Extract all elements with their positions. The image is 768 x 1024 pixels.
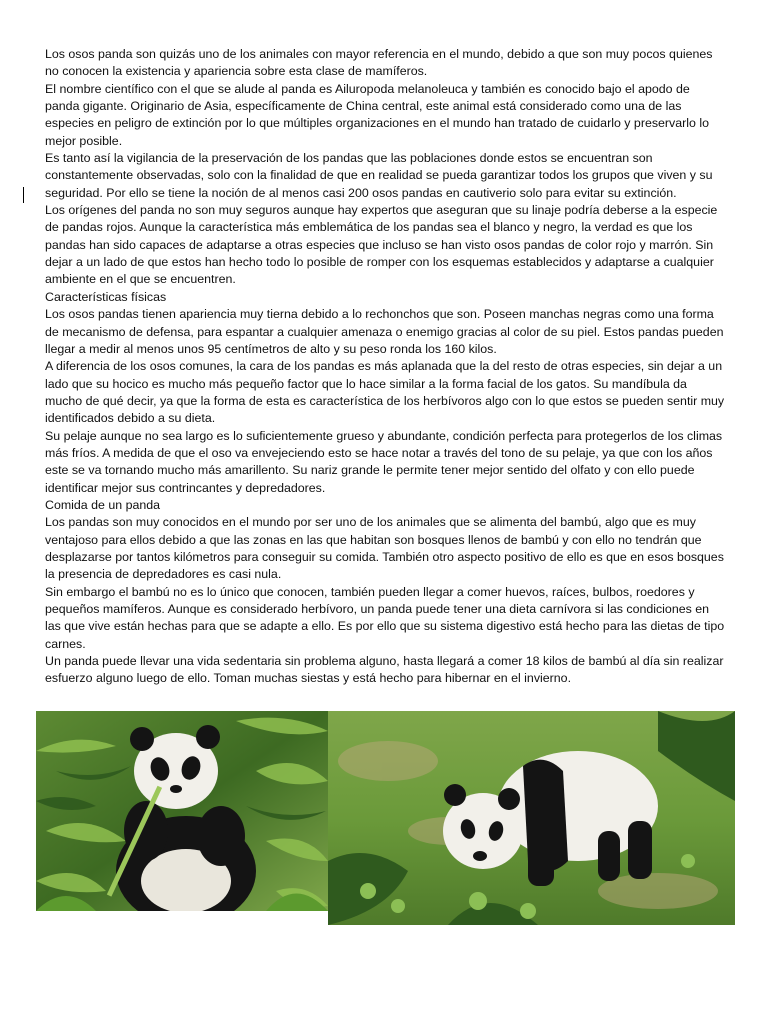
panda-eating-bamboo-icon bbox=[36, 711, 328, 911]
text-cursor bbox=[23, 187, 24, 203]
paragraph-face: A diferencia de los osos comunes, la cara de los pandas es más aplanada que la del resto de otras especies, sin dejar a un lado que su hocico es mucho más pequeño factor que lo hace similar a la forma facial de los gatos. Su mandíbula da mucho de qué decir, ya que la forma de esta es característica de los herbívoros algo con lo que estos se pueden sentir muy identificados debido a su dieta. bbox=[45, 359, 725, 426]
paragraph-preservation: Es tanto así la vigilancia de la preservación de los pandas que las poblaciones donde estos se encuentran son constantemente observadas, solo con la finalidad de que en realidad se pueda garantizar todos los grupos que viven y su seguridad. Por ello se tiene la noción de al menos casi 200 osos pandas en cautiverio solo para evitar su extinción. bbox=[45, 151, 713, 200]
paragraph-scientific-name: El nombre científico con el que se alude al panda es Ailuropoda melanoleuca y también es conocido bajo el apodo de panda gigante. Originario de Asia, específicamente de China central, este animal está considerado como una de las especies en peligro de extinción por lo que múltiples organizaciones en el mundo han tratado de cuidarlo y preservarlo lo mejor posible. bbox=[45, 81, 709, 148]
paragraph-appearance: Los osos pandas tienen apariencia muy tierna debido a lo rechonchos que son. Poseen manchas negras como una forma de mecanismo de defensa, para espantar a cualquier amenaza o enemigo gracias al color de su piel. Estos pandas pueden llegar a medir al menos unos 95 centímetros de alto y su peso ronda los 160 kilos. bbox=[45, 307, 724, 356]
document-body[interactable] bbox=[45, 46, 725, 688]
panda-walking-on-grass-icon bbox=[328, 711, 735, 925]
paragraph-bamboo: Los pandas son muy conocidos en el mundo por ser uno de los animales que se alimenta del bambú, algo que es muy ventajoso para ellos debido a que las zonas en las que habitan son bosques llenos de bambú y con ello no tendrán que desplazarse por tantos kilómetros para conseguir su comida. También otro aspecto positivo de ello es que en esos bosques la presencia de depredadores es casi nula. bbox=[45, 515, 724, 582]
heading-panda-food: Comida de un panda bbox=[45, 497, 161, 512]
paragraph-other-food: Sin embargo el bambú no es lo único que conocen, también pueden llegar a comer huevos, raíces, bulbos, roedores y pequeños mamíferos. Aunque es considerado herbívoro, un panda puede tener una dieta carnívora si las condiciones en las que vive están hechas para que se adapte a ello. Es por ello que su sistema digestivo está hecho para las dietas de tipo carnes. bbox=[45, 584, 725, 651]
paragraph-fur: Su pelaje aunque no sea largo es lo suficientemente grueso y abundante, condición perfecta para protegerlos de los climas más fríos. A medida de que el oso va envejeciendo esto se hace notar a través del tono de su pelaje, ya que con los años este se va tornando mucho más amarillento. Su nariz grande le permite tener mejor sentido del olfato y con ello puede identificar mejor sus contrincantes y depredadores. bbox=[45, 428, 723, 495]
paragraph-origins: Los orígenes del panda no son muy seguros aunque hay expertos que aseguran que su linaje podría deberse a la especie de pandas rojos. Aunque la característica más emblemática de los pandas sea el blanco y negro, la verdad es que los pandas han sido capaces de adaptarse a otras especies que incluso se han visto osos pandas de color rojo y marrón. Sin dejar a un lado de que estos han hecho todo lo posible de romper con los esquemas establecidos y adaptarse a cualquier ambiente en el que se encuentren. bbox=[45, 203, 718, 287]
heading-physical-features: Características físicas bbox=[45, 289, 167, 304]
paragraph-intro: Los osos panda son quizás uno de los animales con mayor referencia en el mundo, debido a que son muy pocos quienes no conocen la existencia y apariencia sobre esta clase de mamíferos. bbox=[45, 47, 713, 79]
photo-strip bbox=[36, 711, 736, 926]
paragraph-lifestyle: Un panda puede llevar una vida sedentaria sin problema alguno, hasta llegará a comer 18 kilos de bambú al día sin realizar esfuerzo alguno luego de ello. Toman muchas siestas y está hecho para hibernar en el invierno. bbox=[45, 654, 724, 686]
